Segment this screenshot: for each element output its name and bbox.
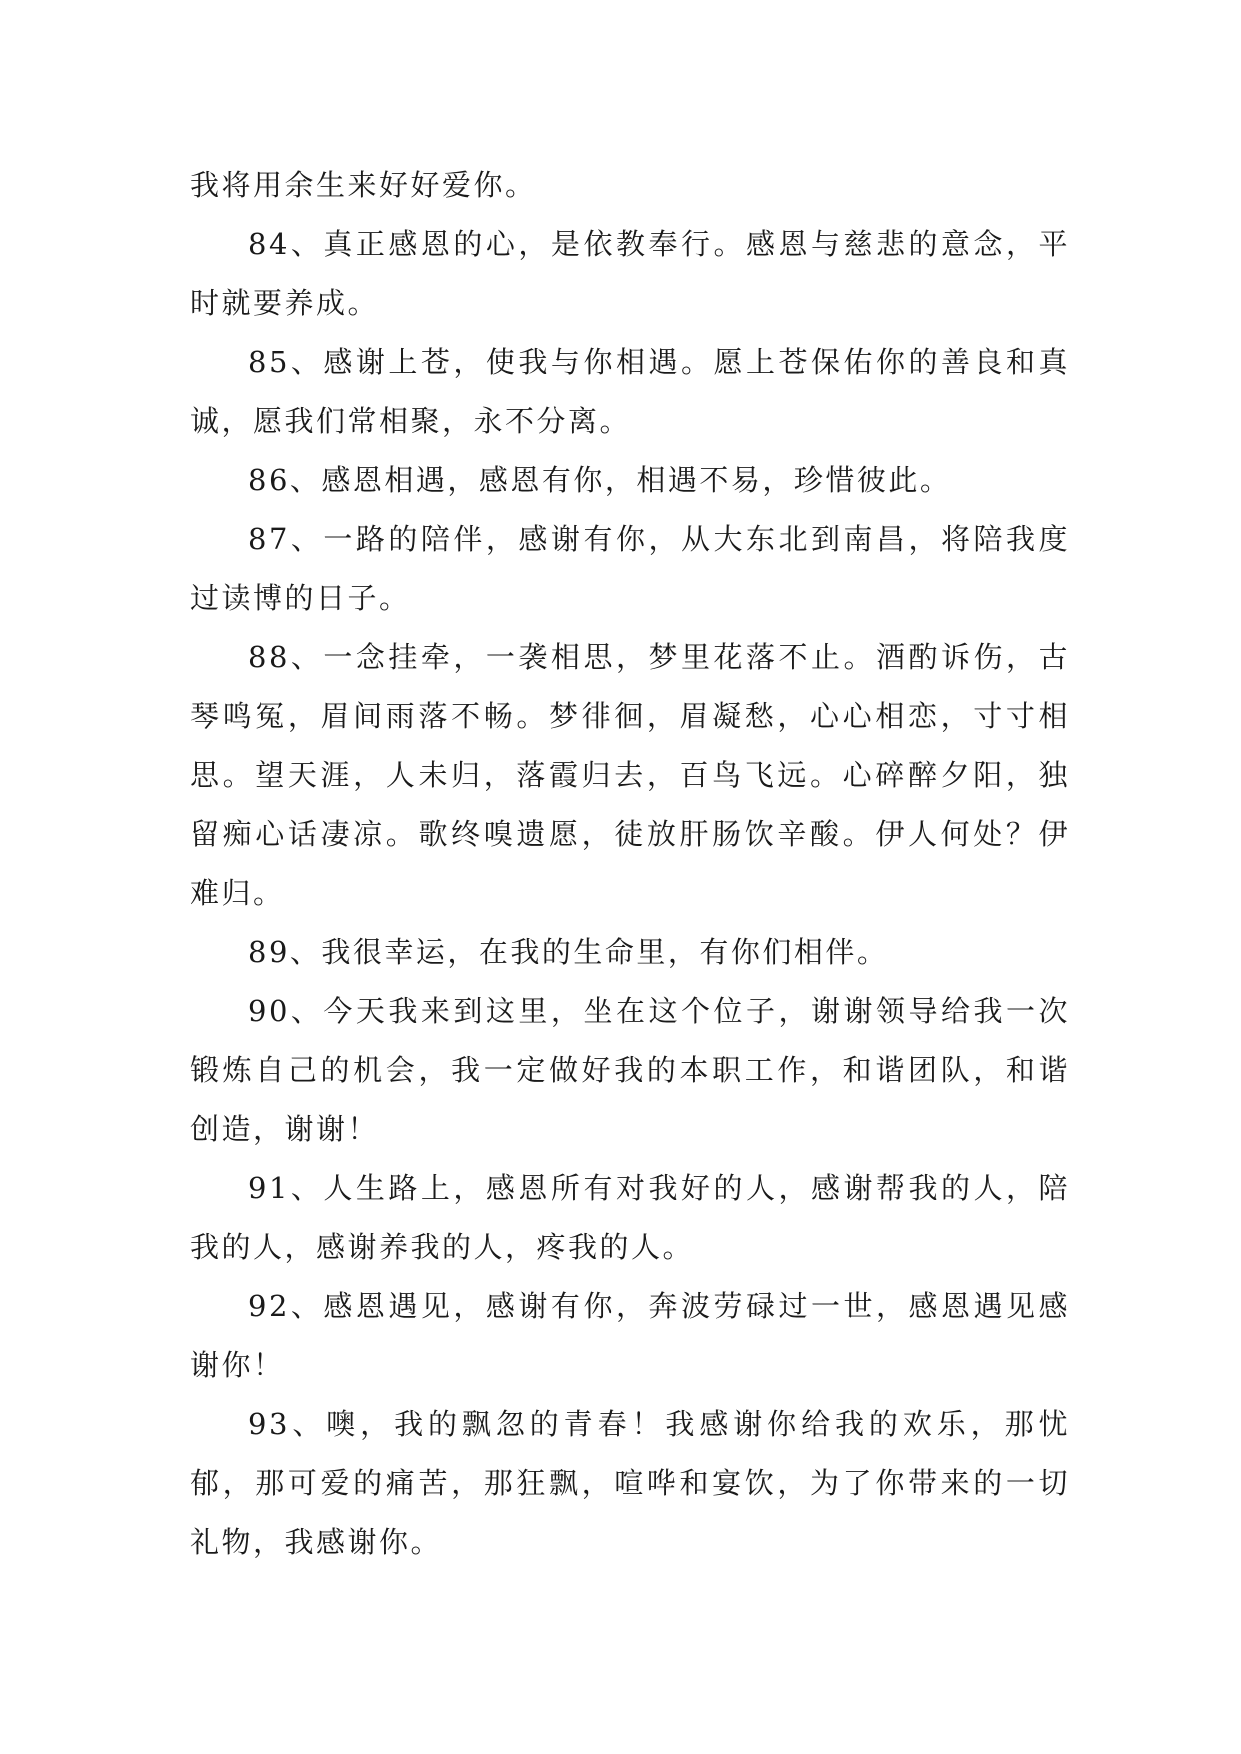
paragraph-92: 92、感恩遇见，感谢有你，奔波劳碌过一世，感恩遇见感谢你！ — [190, 1289, 1070, 1382]
paragraph-89: 89、我很幸运，在我的生命里，有你们相伴。 — [248, 935, 889, 969]
document-body — [190, 156, 1070, 1572]
paragraph-91: 91、人生路上，感恩所有对我好的人，感谢帮我的人，陪我的人，感谢养我的人，疼我的人。 — [190, 1171, 1070, 1264]
paragraph-84: 84、真正感恩的心，是依教奉行。感恩与慈悲的意念，平时就要养成。 — [190, 227, 1070, 320]
paragraph-93: 93、噢，我的飘忽的青春！我感谢你给我的欢乐，那忧郁，那可爱的痛苦，那狂飘，喧哗和宴饮，为了你带来的一切礼物，我感谢你。 — [190, 1407, 1070, 1559]
paragraph-87: 87、一路的陪伴，感谢有你，从大东北到南昌，将陪我度过读博的日子。 — [190, 522, 1070, 615]
paragraph-88: 88、一念挂牵，一袭相思，梦里花落不止。酒酌诉伤，古琴鸣冤，眉间雨落不畅。梦徘徊，眉凝愁，心心相恋，寸寸相思。望天涯，人未归，落霞归去，百鸟飞远。心碎醉夕阳，独留痴心话凄凉。歌终嗅遗愿，徒放肝肠饮辛酸。伊人何处？伊难归。 — [190, 640, 1070, 910]
paragraph-90: 90、今天我来到这里，坐在这个位子，谢谢领导给我一次锻炼自己的机会，我一定做好我的本职工作，和谐团队，和谐创造，谢谢！ — [190, 994, 1070, 1146]
paragraph-continuation: 我将用余生来好好爱你。 — [190, 168, 537, 202]
paragraph-85: 85、感谢上苍，使我与你相遇。愿上苍保佑你的善良和真诚，愿我们常相聚，永不分离。 — [190, 345, 1070, 438]
paragraph-86: 86、感恩相遇，感恩有你，相遇不易，珍惜彼此。 — [248, 463, 952, 497]
